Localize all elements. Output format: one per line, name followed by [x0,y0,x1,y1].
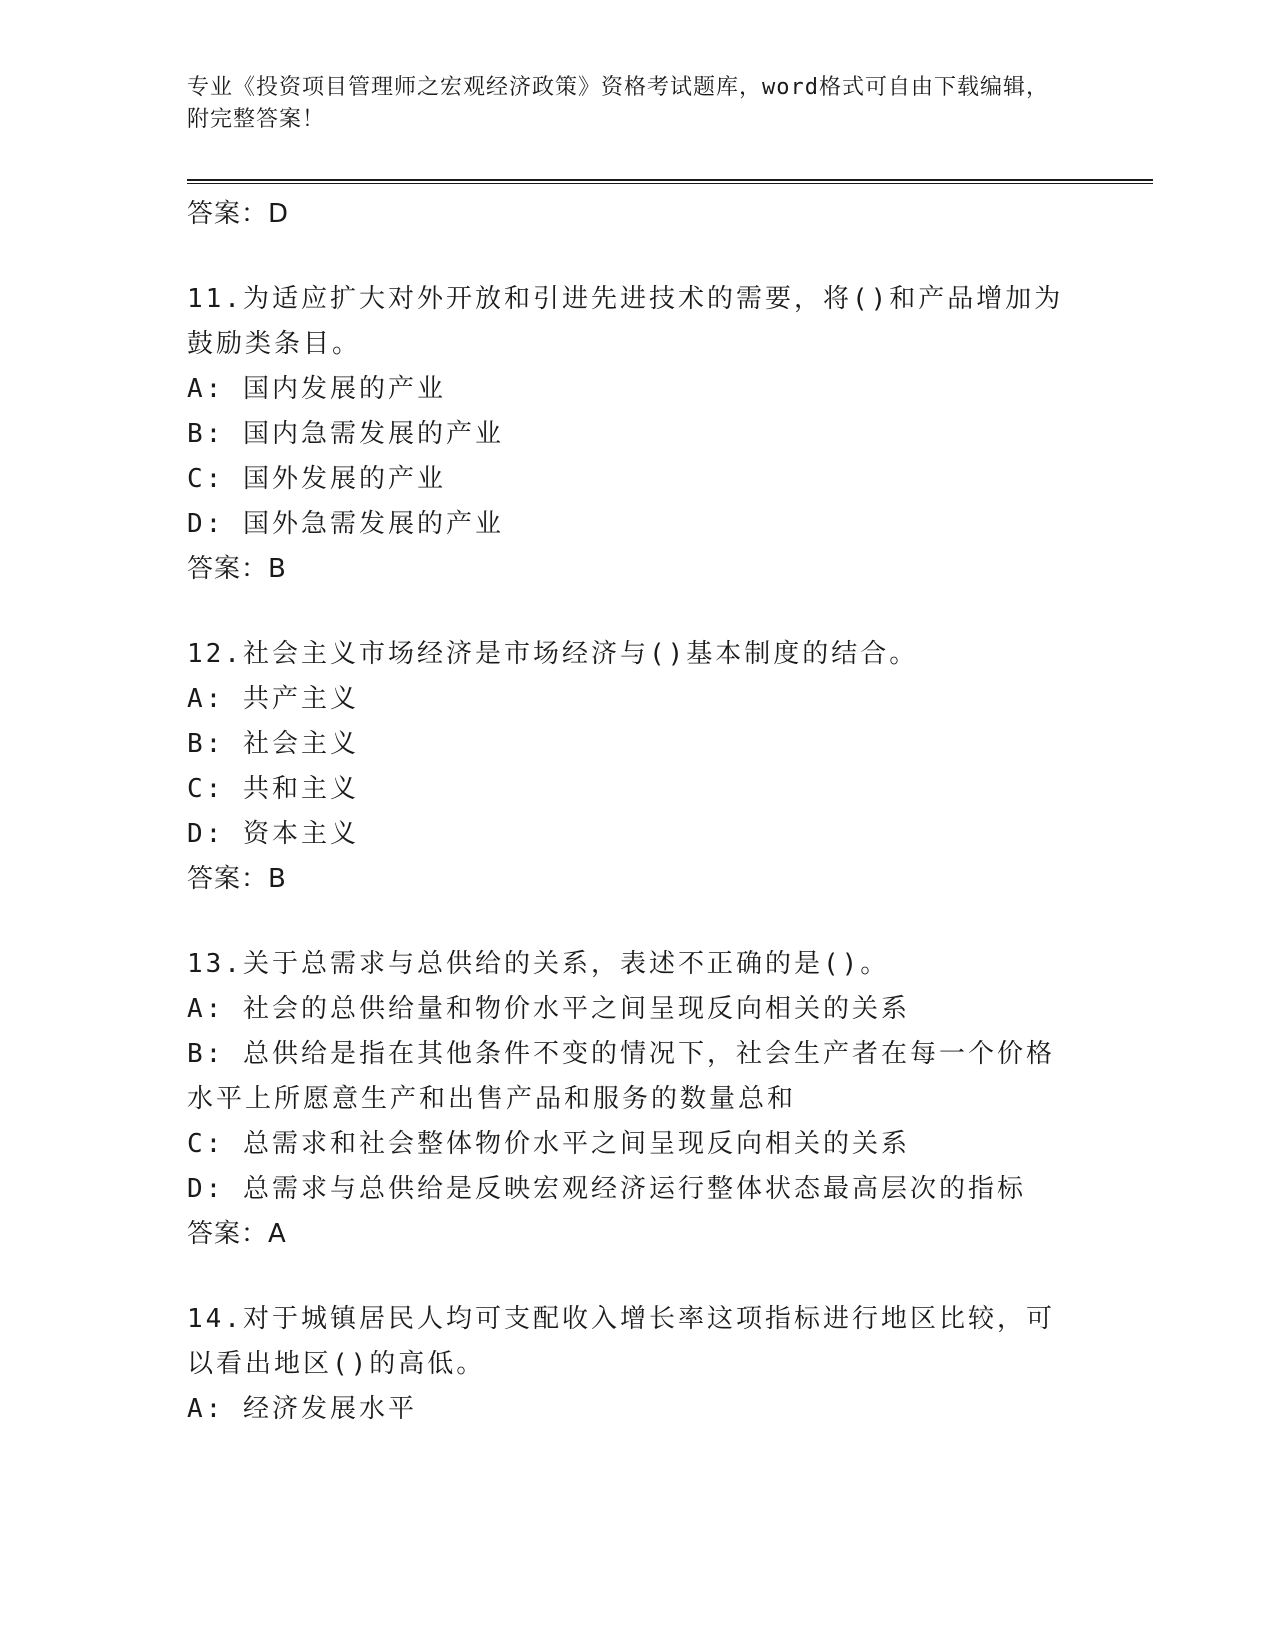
question-answer: 答案：A [187,1219,287,1249]
header-divider-thick [187,179,1153,181]
option-d: D: 国外急需发展的产业 [187,509,504,539]
previous-question-answer: 答案：D [187,199,290,229]
question-12 [187,632,1153,902]
question-list [187,190,1153,1432]
option-c: C: 共和主义 [187,774,359,804]
option-a: A: 经济发展水平 [187,1394,417,1424]
option-b: B: 国内急需发展的产业 [187,419,504,449]
question-answer: 答案：B [187,864,287,894]
document-page [187,72,1147,1424]
option-a: A: 国内发展的产业 [187,374,446,404]
header-divider-thin [187,183,1153,184]
question-14 [187,1297,1153,1432]
question-13 [187,942,1153,1257]
option-b: B: 总供给是指在其他条件不变的情况下，社会生产者在每一个价格水平上所愿意生产和出售产品和服务的数量总和 [187,1039,1055,1114]
option-c: C: 国外发展的产业 [187,464,446,494]
option-d: D: 资本主义 [187,819,359,849]
option-c: C: 总需求和社会整体物价水平之间呈现反向相关的关系 [187,1129,910,1159]
question-stem: 14.对于城镇居民人均可支配收入增长率这项指标进行地区比较，可以看出地区()的高低。 [187,1304,1055,1379]
option-d: D: 总需求与总供给是反映宏观经济运行整体状态最高层次的指标 [187,1174,1026,1204]
question-11 [187,277,1153,592]
question-answer: 答案：B [187,554,287,584]
option-b: B: 社会主义 [187,729,359,759]
question-stem: 12.社会主义市场经济是市场经济与()基本制度的结合。 [187,639,919,669]
document-header: 专业《投资项目管理师之宏观经济政策》资格考试题库，word格式可自由下载编辑，附完整答案！ [187,75,1049,132]
question-stem: 13.关于总需求与总供给的关系，表述不正确的是()。 [187,949,890,979]
question-stem: 11.为适应扩大对外开放和引进先进技术的需要，将()和产品增加为鼓励类条目。 [187,284,1064,359]
option-a: A: 社会的总供给量和物价水平之间呈现反向相关的关系 [187,994,910,1024]
option-a: A: 共产主义 [187,684,359,714]
